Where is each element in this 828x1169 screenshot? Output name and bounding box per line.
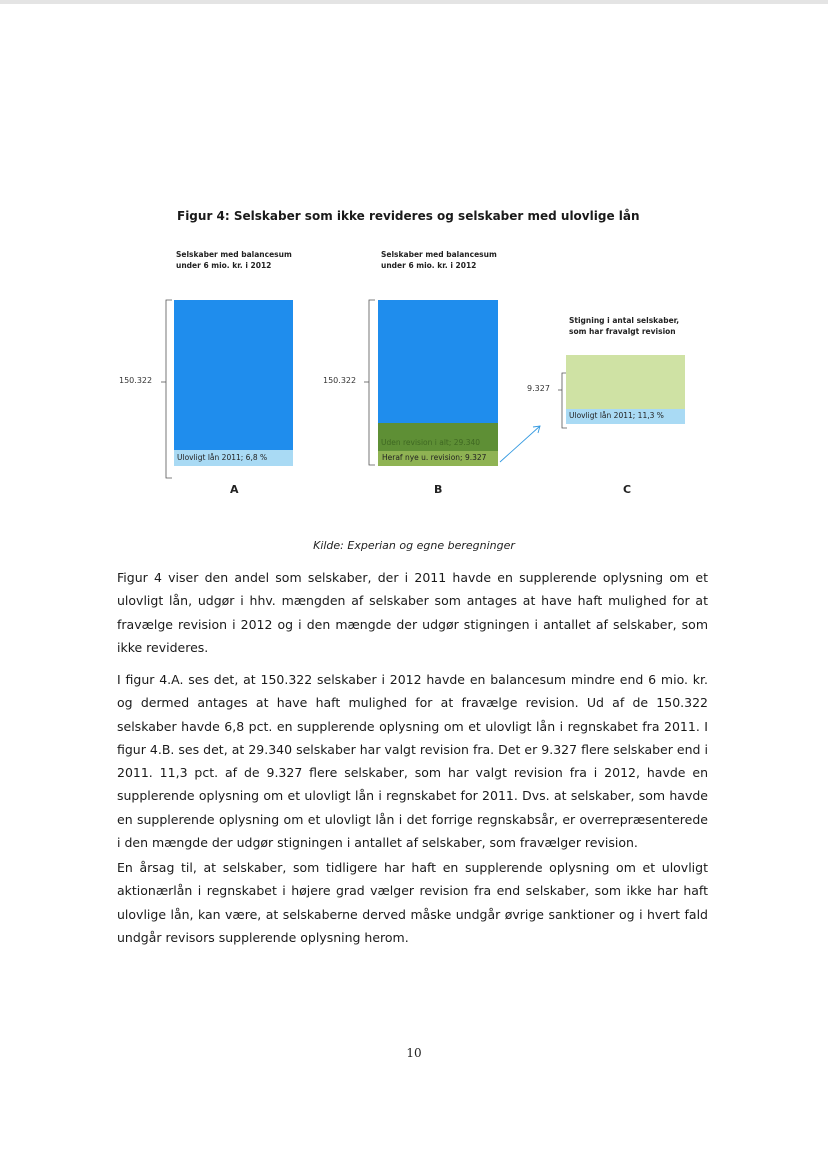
panel-a-letter: A	[230, 483, 239, 496]
panel-b-total-label: 150.322	[323, 376, 357, 385]
panel-a-header-line1: Selskaber med balancesum	[176, 250, 292, 259]
panel-c-total-bar	[566, 355, 685, 409]
panel-c-letter: C	[623, 483, 632, 496]
panel-b-header-line2: under 6 mio. kr. i 2012	[381, 261, 477, 270]
panel-a-total-bar	[174, 300, 293, 450]
panel-a-header-line2: under 6 mio. kr. i 2012	[176, 261, 272, 270]
panel-b-header-line1: Selskaber med balancesum	[381, 250, 497, 259]
panel-b-header	[381, 249, 497, 271]
figure-title: Figur 4: Selskaber som ikke revideres og selskaber med ulovlige lån	[177, 209, 640, 223]
panel-c-header	[569, 315, 679, 337]
panel-c-header-line2: som har fravalgt revision	[569, 327, 676, 336]
panel-b-total-bar	[378, 300, 498, 423]
paragraph-2: I figur 4.A. ses det, at 150.322 selskaber i 2012 havde en balancesum mindre end 6 mio. kr. og dermed antages at have haft mulighed for at fravælge revision. Ud af de 150.322 selskaber havde 6,8 pct. en supplerende oplysning om et ulovligt lån i regnskabet fra 2011. I figur 4.B. ses det, at 29.340 selskaber har valgt revision fra. Det er 9.327 flere selskaber end i 2011. 11,3 pct. af de 9.327 flere selskaber, som har valgt revision fra i 2012, havde en supplerende oplysning om et ulovligt lån i regnskabet for 2011. Dvs. at selskaber, som havde en supplerende oplysning om et ulovligt lån i det forrige regnskabsår, er overrepræsenterede i den mængde der udgør stigningen i antallet af selskaber, som fravælger revision.	[117, 672, 708, 851]
panel-c-header-line1: Stigning i antal selskaber,	[569, 316, 680, 325]
panel-c-total-label: 9.327	[527, 384, 550, 393]
panel-a-total-label: 150.322	[119, 376, 153, 385]
panel-b-no-audit-label: Uden revision i alt; 29.340	[381, 438, 481, 447]
panel-b-new-no-audit-label: Heraf nye u. revision; 9.327	[382, 453, 487, 462]
panel-b-letter: B	[434, 483, 443, 496]
panel-a-header	[176, 249, 292, 271]
panel-a-loan-label: Ulovligt lån 2011; 6,8 %	[177, 453, 268, 462]
page-number: 10	[406, 1046, 422, 1060]
paragraph-3: En årsag til, at selskaber, som tidligere har haft en supplerende oplysning om et ulovligt aktionærlån i regnskabet i højere grad vælger revision fra end selskaber, som ikke har haft ulovlige lån, kan være, at selskaberne derved måske undgår øvrige sanktioner og i hvert fald undgår revisors supplerende oplysning herom.	[117, 860, 708, 945]
panel-c-loan-label: Ulovligt lån 2011; 11,3 %	[569, 411, 664, 420]
figure-source: Kilde: Experian og egne beregninger	[313, 539, 515, 552]
paragraph-1: Figur 4 viser den andel som selskaber, der i 2011 havde en supplerende oplysning om et ulovligt lån, udgør i hhv. mængden af selskaber som antages at have haft mulighed for at fravælge revision i 2012 og i den mængde der udgør stigningen i antallet af selskaber, som ikke revideres.	[117, 570, 708, 655]
